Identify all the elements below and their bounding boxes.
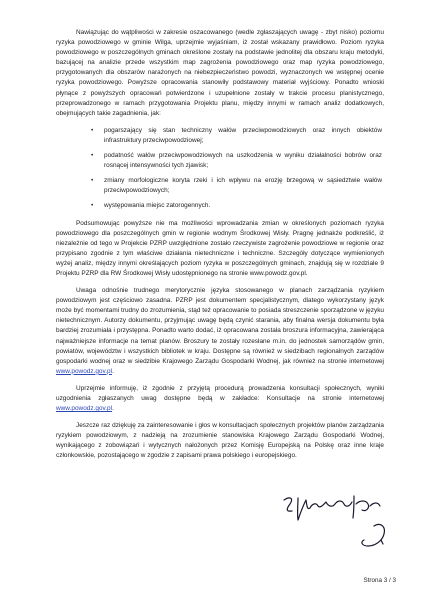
paragraph-consultation-text: Uprzejmie informuję, iż zgodnie z przyjętą procedurą prowadzenia konsultacji społecznych, wyniki uzgodnienia zgłaszanych uwag dostępne będą w zakładce: Konsultacje na stronie internetowej bbox=[56, 384, 384, 402]
paragraph-language-text: Uwaga odnośnie trudnego merytorycznie języka stosowanego w planach zarządzania ryzykiem powodziowym jest częściowo zasadna. PZRP jest dokumentem specjalistycznym, dlatego wykorzystany język może być momentami trudny do zrozumienia, stąd też opracowanie to posiada streszczenie sporządzone w języku nietechnicznym. Autorzy dokumentu, przyjmując uwagę będą czynić starania, aby finalna wersja dokumentu była bardziej zrozumiała i przystępna. Ponadto warto dodać, iż opracowana została broszura informacyjna, zawierająca najważniejsze informacje na temat planów. Broszury te zostały rozesłane m.in. do jednostek samorządów gmin, powiatów, województw i wszystkich bibliotek w kraju. Dostępne są również w siedzibach regionalnych zarządów gospodarki wodnej oraz w siedzibie Krajowego Zarządu Gospodarki Wodnej, jak również na stronie internetowej bbox=[56, 287, 384, 365]
paragraph-closing: Jeszcze raz dziękuję za zainteresowanie i głos w konsultacjach społecznych projektów planów zarządzania ryzykiem powodziowym, z nadzieją na zrozumienie stanowiska Krajowego Zarządu Gospodarki Wodnej, wynikającego z zobowiązań i wytycznych nałożonych przez Komisję Europejską na Polskę oraz inne kraje członkowskie, pozostającego w zgodzie z zapisami prawa polskiego i europejskiego. bbox=[56, 422, 384, 460]
page-footer: Strona 3 / 3 bbox=[363, 577, 396, 584]
paragraph-consultation bbox=[56, 384, 384, 414]
paragraph-summary: Podsumowując powyższe nie ma możliwości wprowadzania zmian w określonych poziomach ryzyka powodziowego dla poszczególnych gmin w regionie wodnym Środkowej Wisły. Pragnę jednakże podkreślić, iż niezależnie od tego w Projekcie PZRP uwzględnione zostało rzeczywiste zagrożenie powodziowe w regionie oraz przypisano zgodnie z tym właściwe działania nietechniczne i techniczne. Szczegóły dotyczące wymienionych wyżej analiz, między innymi określających poziom ryzyka w poszczególnych gminach, znajdują się w rozdziale 9 Projektu PZRP dla RW Środkowej Wisły udostępnionego na stronie www.powodz.gov.pl. bbox=[56, 219, 384, 277]
list-item: • podatność wałów przeciwpowodziowych na uszkodzenia w wyniku działalności bobrów oraz rosnącej intensywności tych zjawisk; bbox=[104, 151, 384, 171]
analysis-list bbox=[56, 126, 384, 212]
signature bbox=[280, 492, 390, 558]
paragraph-consultation-end: . bbox=[112, 405, 114, 413]
list-item: • zmiany morfologiczne koryta rzeki i ich wpływu na erozję brzegową w sąsiedztwie wałów przeciwpowodziowych; bbox=[104, 176, 384, 196]
powodz-link[interactable]: www.powodz.gov.pl bbox=[56, 367, 113, 375]
paragraph-language-end: . bbox=[112, 367, 114, 375]
list-item: • pogarszający się stan techniczny wałów przeciwpowodziowych oraz innych obiektów infrastruktury przeciwpowodziowej; bbox=[104, 126, 384, 146]
paragraph-language bbox=[56, 286, 384, 377]
powodz-link[interactable]: www.powodz.gov.pl bbox=[56, 405, 113, 413]
handwritten-signature-icon bbox=[280, 492, 390, 558]
paragraph-risk-level: Nawiązując do wątpliwości w zakresie oszacowanego (wedle zgłaszających uwagę - zbyt nisko) poziomu ryzyka powodziowego w gminie Wilga, uprzejmie wyjaśniam, iż został wskazany prawidłowo. Poziom ryzyka powodziowego w poszczególnych gminach określone zostały na podstawie jednolitej dla obszaru kraju metodyki, bazującej na analizie przede wszystkim map zagrożenia powodziowego oraz map ryzyka powodziowego, przygotowanych dla obszarów narażonych na niebezpieczeństwo powodzi, wyznaczonych we wstępnej ocenie ryzyka powodziowego. Powyższe opracowania stanowiły podstawowy materiał wyjściowy. Ponadto wnioski płynące z powyższych opracowań potwierdzone i uzupełnione zostały w trakcie procesu planistycznego, przeprowadzonego w ramach przygotowania Projektu planu, między innymi w ramach analiz dodatkowych, obejmujących takie zagadnienia, jak: bbox=[56, 29, 384, 117]
list-item: • występowania miejsc zatorogennych. bbox=[104, 201, 384, 211]
